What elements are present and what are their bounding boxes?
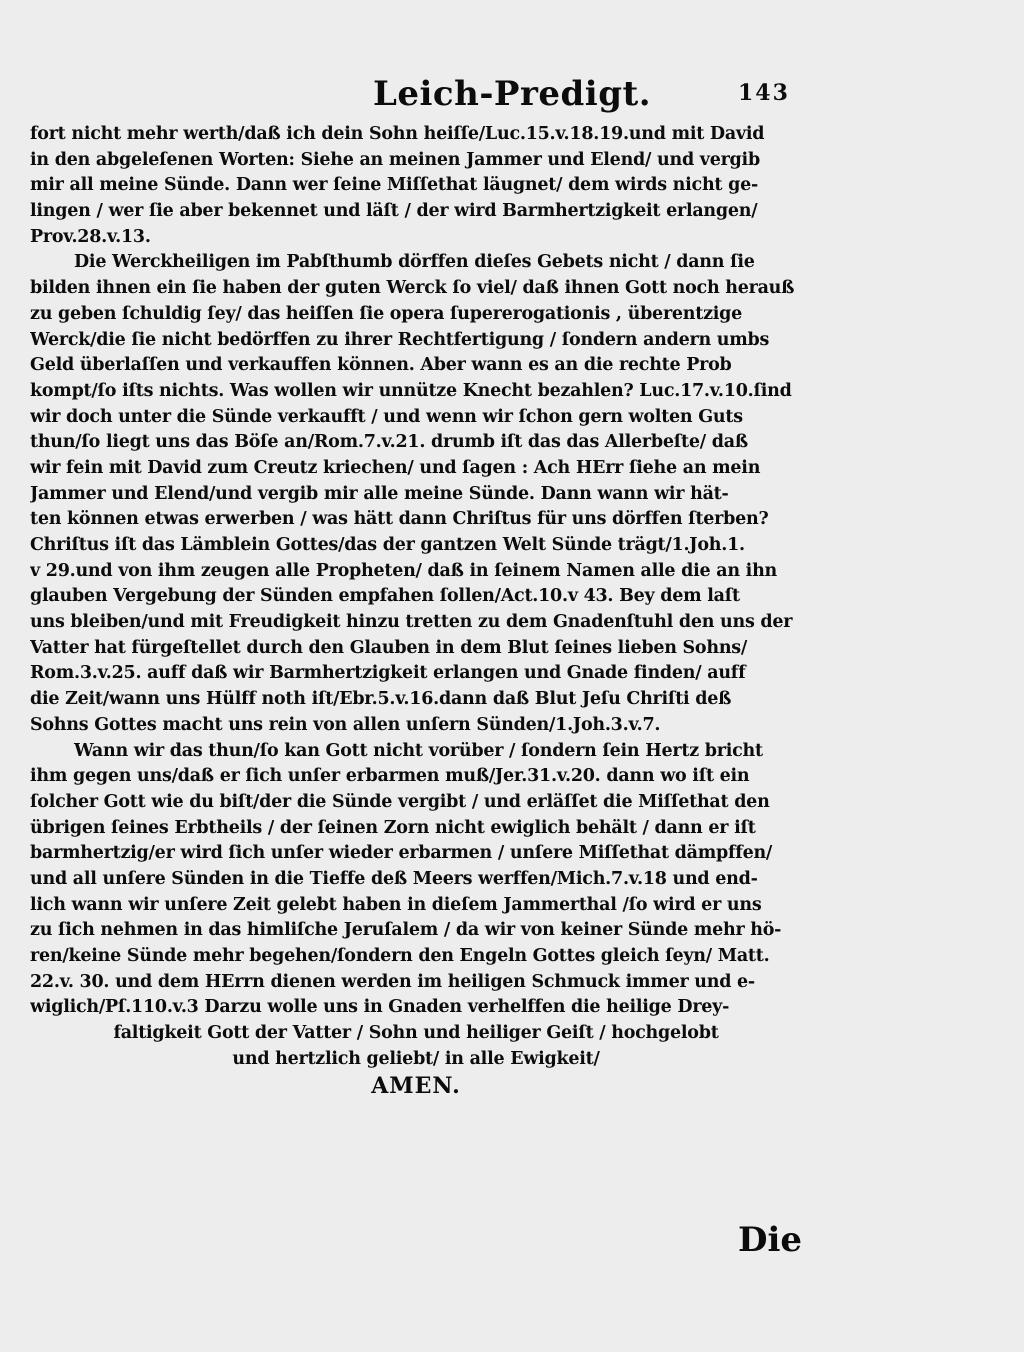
- text-line: ren/keine Sünde mehr begehen/ſondern den Engeln Gottes gleich ſeyn/ Matt.: [30, 946, 770, 966]
- text-line: Chriſtus iſt das Lämblein Gottes/das der gantzen Welt Sünde trägt/1.Joh.1.: [30, 535, 745, 555]
- text-line: faltigkeit Gott der Vatter / Sohn und heiliger Geiſt / hochgelobt: [113, 1023, 719, 1044]
- text-line: Rom.3.v.25. auff daß wir Barmhertzigkeit erlangen und Gnade finden/ auff: [30, 663, 746, 684]
- text-line: Geld überlaſſen und verkauffen können. Aber wann es an die rechte Prob: [30, 355, 732, 376]
- text-line: in den abgeleſenen Worten: Siehe an meinen Jammer und Elend/ und vergib: [30, 149, 760, 170]
- text-line: und all unſere Sünden in die Tieffe deß Meers werffen/Mich.7.v.18 und end-: [30, 868, 758, 889]
- text-line: wir doch unter die Sünde verkaufft / und wenn wir ſchon gern wolten Guts: [30, 406, 743, 427]
- text-line: 22.v. 30. und dem HErrn dienen werden im heiligen Schmuck immer und e-: [30, 971, 755, 992]
- text-line: lich wann wir unſere Zeit gelebt haben in dieſem Jammerthal /ſo wird er uns: [30, 894, 762, 915]
- paragraph-start-line: Wann wir das thun/ſo kan Gott nicht vorüber / ſondern ſein Hertz bricht: [74, 740, 763, 761]
- catchword: Die: [738, 1220, 803, 1260]
- text-line: übrigen ſeines Erbtheils / der ſeinen Zorn nicht ewiglich behält / dann er iſt: [30, 817, 756, 838]
- text-line: uns bleiben/und mit Freudigkeit hinzu tretten zu dem Gnadenſtuhl den uns der: [30, 612, 793, 633]
- text-line: und hertzlich geliebt/ in alle Ewigkeit/: [232, 1048, 600, 1069]
- text-line: kompt/ſo iſts nichts. Was wollen wir unnütze Knecht bezahlen? Luc.17.v.10.ſind: [30, 380, 792, 401]
- text-line: Jammer und Elend/und vergib mir alle meine Sünde. Dann wann wir hät-: [30, 483, 729, 504]
- text-line: fort nicht mehr werth/daß ich dein Sohn heiſſe/Luc.15.v.18.19.und mit David: [30, 124, 765, 144]
- paragraph-start-line: Die Werckheiligen im Pabſthumb dörffen dieſes Gebets nicht / dann ſie: [74, 252, 755, 273]
- text-line: Sohns Gottes macht uns rein von allen unſern Sünden/1.Joh.3.v.7.: [30, 714, 661, 735]
- text-line: ihm gegen uns/daß er ſich unſer erbarmen muß/Jer.31.v.20. dann wo iſt ein: [30, 766, 750, 787]
- text-line: thun/ſo liegt uns das Böſe an/Rom.7.v.21. drumb iſt das das Allerbeſte/ daß: [30, 432, 748, 453]
- page-edge-shadow: [0, 0, 14, 60]
- text-line: wiglich/Pſ.110.v.3 Darzu wolle uns in Gnaden verhelffen die heilige Drey-: [30, 997, 730, 1018]
- text-line: lingen / wer ſie aber bekennet und läſt / der wird Barmhertzigkeit erlangen/: [30, 201, 758, 222]
- page-number: 143: [738, 80, 790, 106]
- text-line: glauben Vergebung der Sünden empfahen ſollen/Act.10.v 43. Bey dem laſt: [30, 586, 740, 607]
- text-line: zu ſich nehmen in das himliſche Jeruſalem / da wir von keiner Sünde mehr hö-: [30, 920, 782, 941]
- text-line: ten können etwas erwerben / was hätt dann Chriſtus für uns dörffen ſterben?: [30, 509, 769, 530]
- text-line: ſolcher Gott wie du biſt/der die Sünde vergibt / und erläſſet die Miſſethat den: [30, 791, 770, 812]
- text-line: wir fein mit David zum Creutz kriechen/ und ſagen : Ach HErr ſiehe an mein: [30, 457, 761, 478]
- text-line: mir all meine Sünde. Dann wer ſeine Miſſethat läugnet/ dem wirds nicht ge-: [30, 175, 758, 196]
- text-line: barmhertzig/er wird ſich unſer wieder erbarmen / unſere Miſſethat dämpffen/: [30, 843, 773, 864]
- page-header: [0, 74, 1024, 114]
- text-line: bilden ihnen ein ſie haben der guten Werck ſo viel/ daß ihnen Gott noch herauß: [30, 278, 795, 299]
- sermon-text: [30, 122, 802, 1100]
- text-line: Werck/die ſie nicht bedörffen zu ihrer Rechtfertigung / ſondern andern umbs: [30, 329, 770, 350]
- text-line: Prov.28.v.13.: [30, 226, 151, 247]
- running-head: Leich-Predigt.: [372, 74, 652, 114]
- text-line: Vatter hat fürgeſtellet durch den Glauben in dem Blut ſeines lieben Sohns/: [30, 637, 748, 658]
- text-line: die Zeit/wann uns Hülff noth iſt/Ebr.5.v.16.dann daß Blut Jeſu Chriſti deß: [30, 689, 732, 710]
- closing-amen: AMEN.: [371, 1074, 461, 1100]
- text-line: v 29.und von ihm zeugen alle Propheten/ daß in ſeinem Namen alle die an ihn: [30, 560, 778, 581]
- text-line: zu geben ſchuldig ſey/ das heiſſen ſie opera ſupererogationis , überentzige: [30, 303, 743, 324]
